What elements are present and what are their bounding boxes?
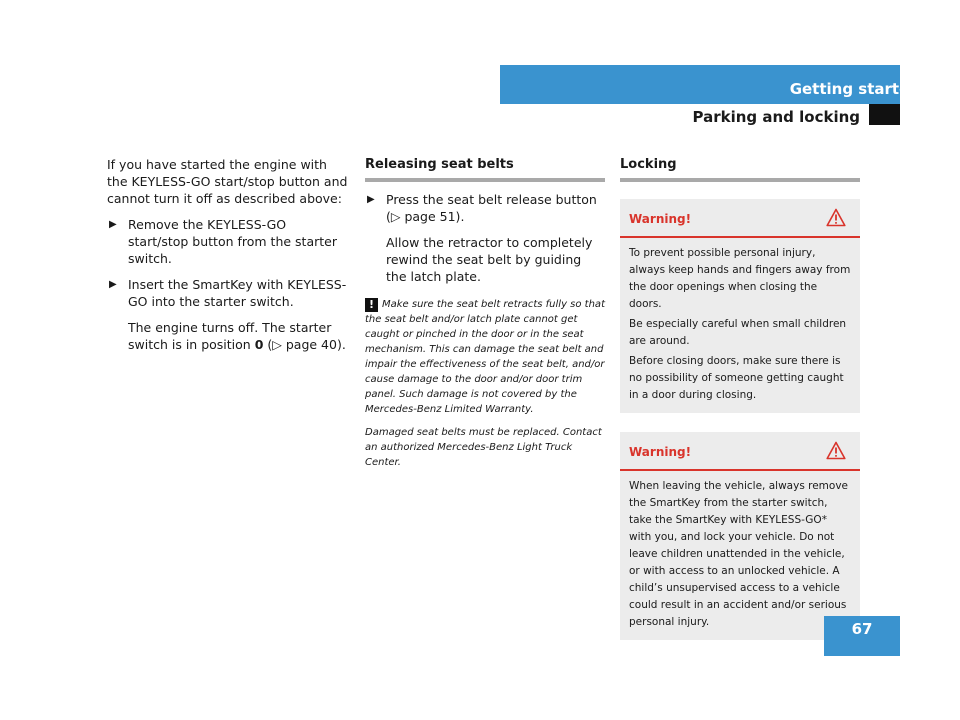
- list-item: [107, 216, 349, 267]
- subsection-title: Parking and locking: [692, 108, 860, 126]
- page-reference: (▷ page 40).: [267, 337, 346, 352]
- list-item: [107, 276, 349, 310]
- list-item: [365, 191, 605, 225]
- exclamation-icon: !: [365, 298, 378, 312]
- section-title: Getting started: [789, 80, 920, 98]
- warning-title: Warning!: [629, 212, 692, 226]
- warning-header: [620, 199, 860, 238]
- warning-paragraph: Before closing doors, make sure there is no possibility of someone getting caught in a door during closing.: [629, 355, 844, 401]
- note-text: Make sure the seat belt retracts fully so that the seat belt and/or latch plate cannot get caught or pinched in the door or in the seat mechanism. This can damage the seat belt and impair the effectiveness of the seat belt, and/or cause damage to the door and/or door trim panel. Such damage is not covered by the Mercedes-Benz Limited Warranty.: [365, 299, 605, 415]
- intro-paragraph: If you have started the engine with the KEYLESS-GO start/stop button and cannot turn it off as described above:: [107, 157, 348, 206]
- heading-releasing-seat-belts: Releasing seat belts: [365, 156, 605, 182]
- result-text: The engine turns off. The starter switch is in position: [128, 320, 332, 352]
- warning-box: [620, 432, 860, 640]
- warning-triangle-icon: [826, 208, 846, 227]
- heading-locking: Locking: [620, 156, 860, 182]
- column-locking: [620, 156, 860, 640]
- warning-box: [620, 199, 860, 413]
- note-paragraph: [365, 297, 605, 417]
- warning-body: [620, 478, 860, 631]
- bullet-arrow-icon: ▶: [109, 279, 117, 290]
- caution-note: [365, 297, 605, 470]
- follow-paragraph: Allow the retractor to completely rewind the seat belt by guiding the latch plate.: [386, 235, 593, 284]
- warning-triangle-icon: [826, 441, 846, 460]
- starter-position: 0: [254, 337, 264, 352]
- page-number: 67: [851, 620, 873, 638]
- warning-header: [620, 432, 860, 471]
- list-item-text: Remove the KEYLESS-GO start/stop button from the starter switch.: [128, 217, 337, 266]
- warning-body: [620, 245, 860, 404]
- column-releasing-seat-belts: [365, 156, 605, 478]
- warning-title: Warning!: [629, 445, 692, 459]
- list-item-text: Insert the SmartKey with KEYLESS-GO into the starter switch.: [128, 277, 347, 309]
- header-tab-marker: [869, 104, 900, 125]
- list-item-text: Press the seat belt release button (▷ page 51).: [386, 192, 597, 224]
- warning-paragraph: Be especially careful when small children are around.: [629, 318, 847, 347]
- column-keyless-go: [107, 156, 349, 362]
- warning-paragraph: When leaving the vehicle, always remove the SmartKey from the starter switch, take the SmartKey with KEYLESS-GO* with you, and lock your vehicle. Do not leave children unattended in the vehicle, or with access to an unlocked vehicle. A child’s unsupervised access to a vehicle could result in an accident and/or serious personal injury.: [629, 480, 848, 628]
- note-paragraph: Damaged seat belts must be replaced. Contact an authorized Mercedes-Benz Light Truck Center.: [365, 427, 602, 468]
- result-paragraph: [107, 319, 349, 353]
- bullet-arrow-icon: ▶: [109, 219, 117, 230]
- warning-paragraph: To prevent possible personal injury, always keep hands and fingers away from the door openings when closing the doors.: [629, 247, 851, 310]
- bullet-arrow-icon: ▶: [367, 194, 375, 205]
